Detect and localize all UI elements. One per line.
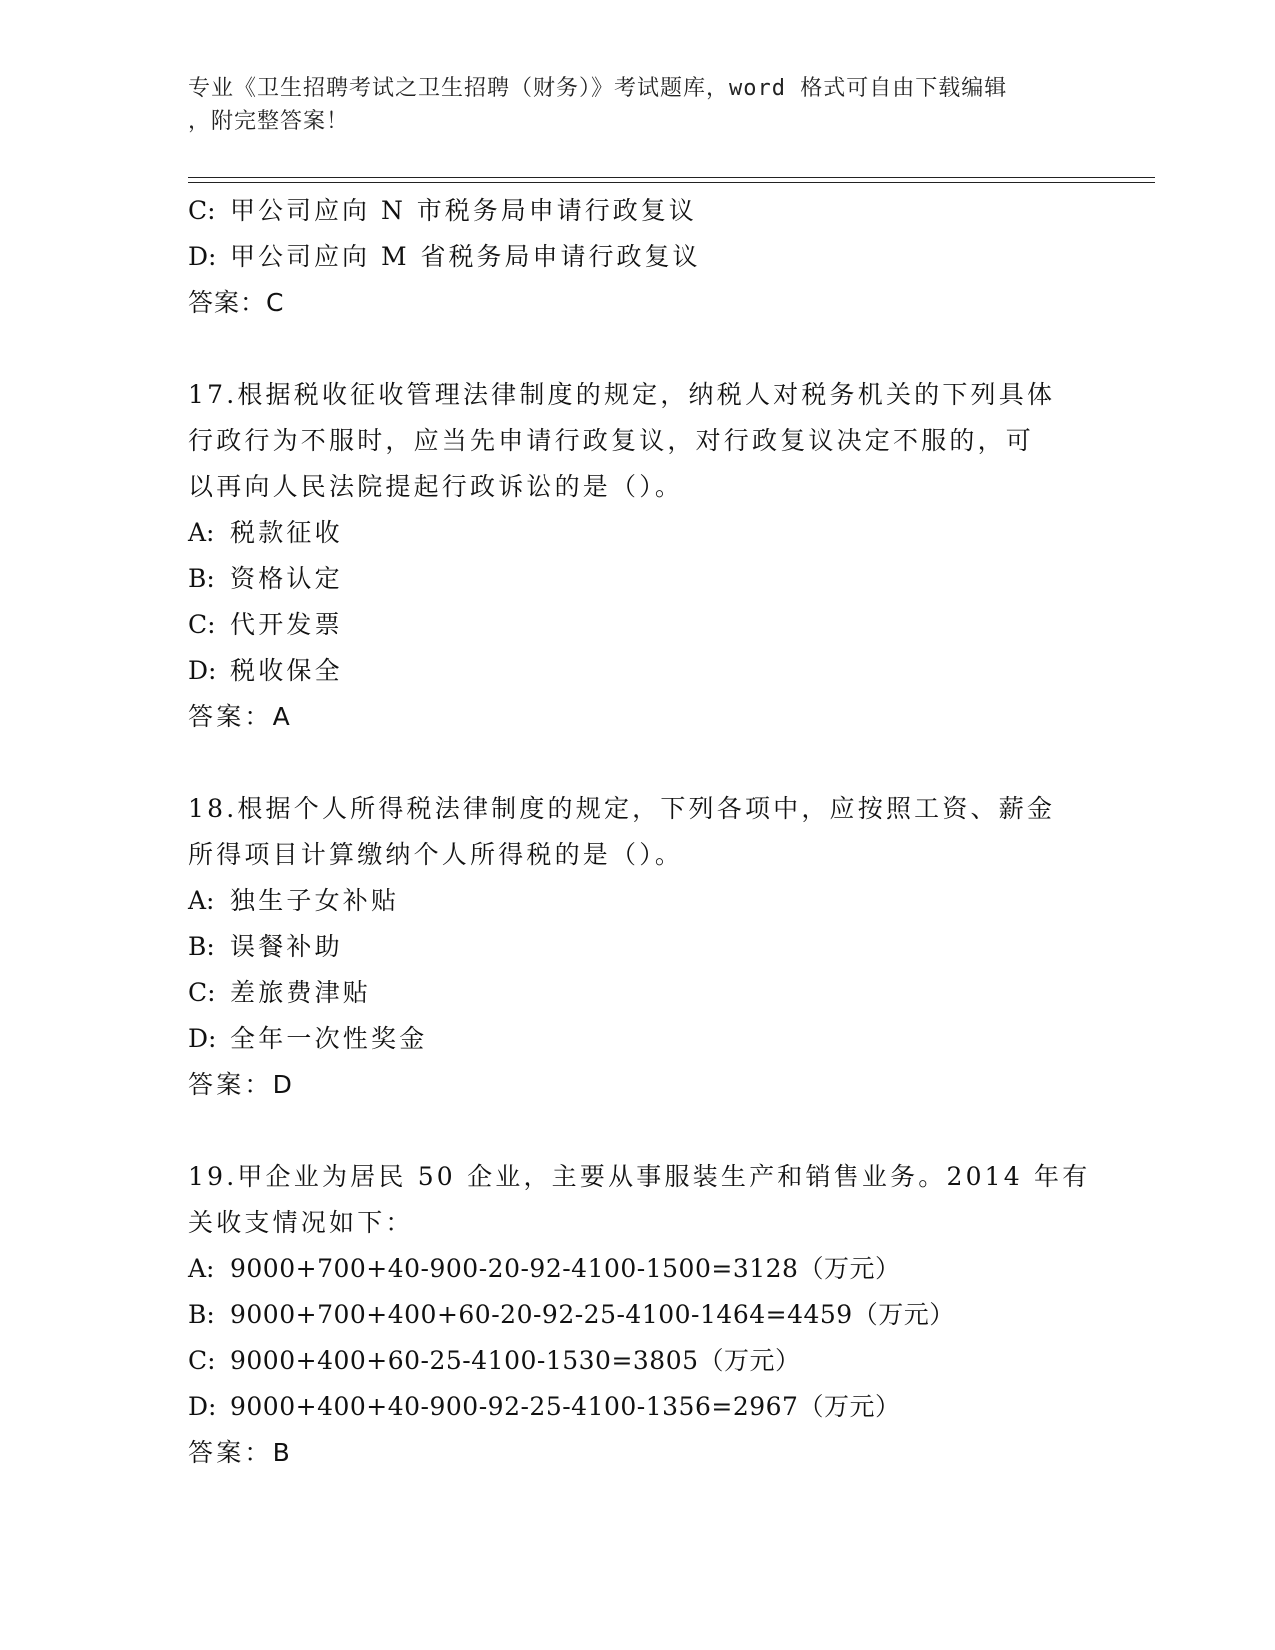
option-letter: D: (188, 1024, 217, 1053)
option-letter: A: (188, 886, 215, 915)
option-text: 代开发票 (230, 610, 343, 639)
option-text: 9000+700+40-900-20-92-4100-1500=3128（万元） (230, 1254, 901, 1283)
option-row (188, 1384, 1088, 1430)
option-text: 9000+400+60-25-4100-1530=3805（万元） (230, 1346, 801, 1375)
option-letter: C: (188, 978, 216, 1007)
header-divider (188, 182, 1155, 183)
spacer (188, 326, 1088, 372)
option-row (188, 234, 1088, 280)
header-divider (188, 177, 1155, 178)
spacer (188, 1108, 1088, 1154)
answer-line: 答案：D (188, 1070, 296, 1099)
option-text: 9000+400+40-900-92-25-4100-1356=2967（万元） (230, 1392, 901, 1421)
question-text-line: 18.根据个人所得税法律制度的规定，下列各项中，应按照工资、薪金 (188, 794, 1056, 823)
option-letter: B: (188, 1300, 215, 1329)
option-row (188, 1338, 1088, 1384)
option-text: 资格认定 (230, 564, 343, 593)
option-row (188, 556, 1088, 602)
option-row (188, 188, 1088, 234)
question-text-line: 行政行为不服时，应当先申请行政复议，对行政复议决定不服的，可 (188, 426, 1035, 455)
option-letter: C: (188, 610, 216, 639)
option-text: 误餐补助 (230, 932, 343, 961)
answer-line: 答案：A (188, 702, 293, 731)
option-letter: A: (188, 1254, 215, 1283)
question-text-line: 17.根据税收征收管理法律制度的规定，纳税人对税务机关的下列具体 (188, 380, 1056, 409)
question-text-line: 以再向人民法院提起行政诉讼的是（）。 (188, 472, 684, 501)
option-row (188, 1016, 1088, 1062)
header-line: ，附完整答案！ (188, 109, 350, 134)
spacer (188, 740, 1088, 786)
option-row (188, 648, 1088, 694)
option-text: 甲公司应向 N 市税务局申请行政复议 (230, 196, 697, 225)
option-letter: B: (188, 932, 215, 961)
document-header (188, 72, 1068, 138)
option-letter: A: (188, 518, 215, 547)
option-letter: D: (188, 656, 217, 685)
option-text: 甲公司应向 M 省税务局申请行政复议 (230, 242, 701, 271)
answer-line: 答案：C (188, 288, 285, 317)
option-row (188, 924, 1088, 970)
question-text-line: 19.甲企业为居民 50 企业，主要从事服装生产和销售业务。2014 年有 (188, 1162, 1091, 1191)
option-text: 差旅费津贴 (230, 978, 372, 1007)
option-row (188, 1246, 1088, 1292)
option-text: 税款征收 (230, 518, 343, 547)
answer-line: 答案：B (188, 1438, 293, 1467)
question-text-line: 所得项目计算缴纳个人所得税的是（）。 (188, 840, 684, 869)
question-block (188, 1154, 1091, 1476)
option-text: 全年一次性奖金 (230, 1024, 428, 1053)
option-row (188, 970, 1088, 1016)
option-row (188, 602, 1088, 648)
option-text: 独生子女补贴 (230, 886, 400, 915)
option-letter: D: (188, 242, 217, 271)
option-row (188, 878, 1088, 924)
option-letter: D: (188, 1392, 217, 1421)
question-text-line: 关收支情况如下： (188, 1208, 414, 1237)
question-block (188, 372, 1088, 740)
option-letter: C: (188, 196, 216, 225)
option-row (188, 510, 1088, 556)
option-text: 税收保全 (230, 656, 343, 685)
header-line: 专业《卫生招聘考试之卫生招聘（财务）》考试题库，word 格式可自由下载编辑 (188, 76, 1008, 101)
option-row (188, 1292, 1088, 1338)
option-letter: C: (188, 1346, 216, 1375)
prev-question (188, 188, 1088, 326)
question-content (188, 188, 1091, 1476)
question-block (188, 786, 1088, 1108)
option-letter: B: (188, 564, 215, 593)
option-text: 9000+700+400+60-20-92-25-4100-1464=4459（万元） (230, 1300, 955, 1329)
